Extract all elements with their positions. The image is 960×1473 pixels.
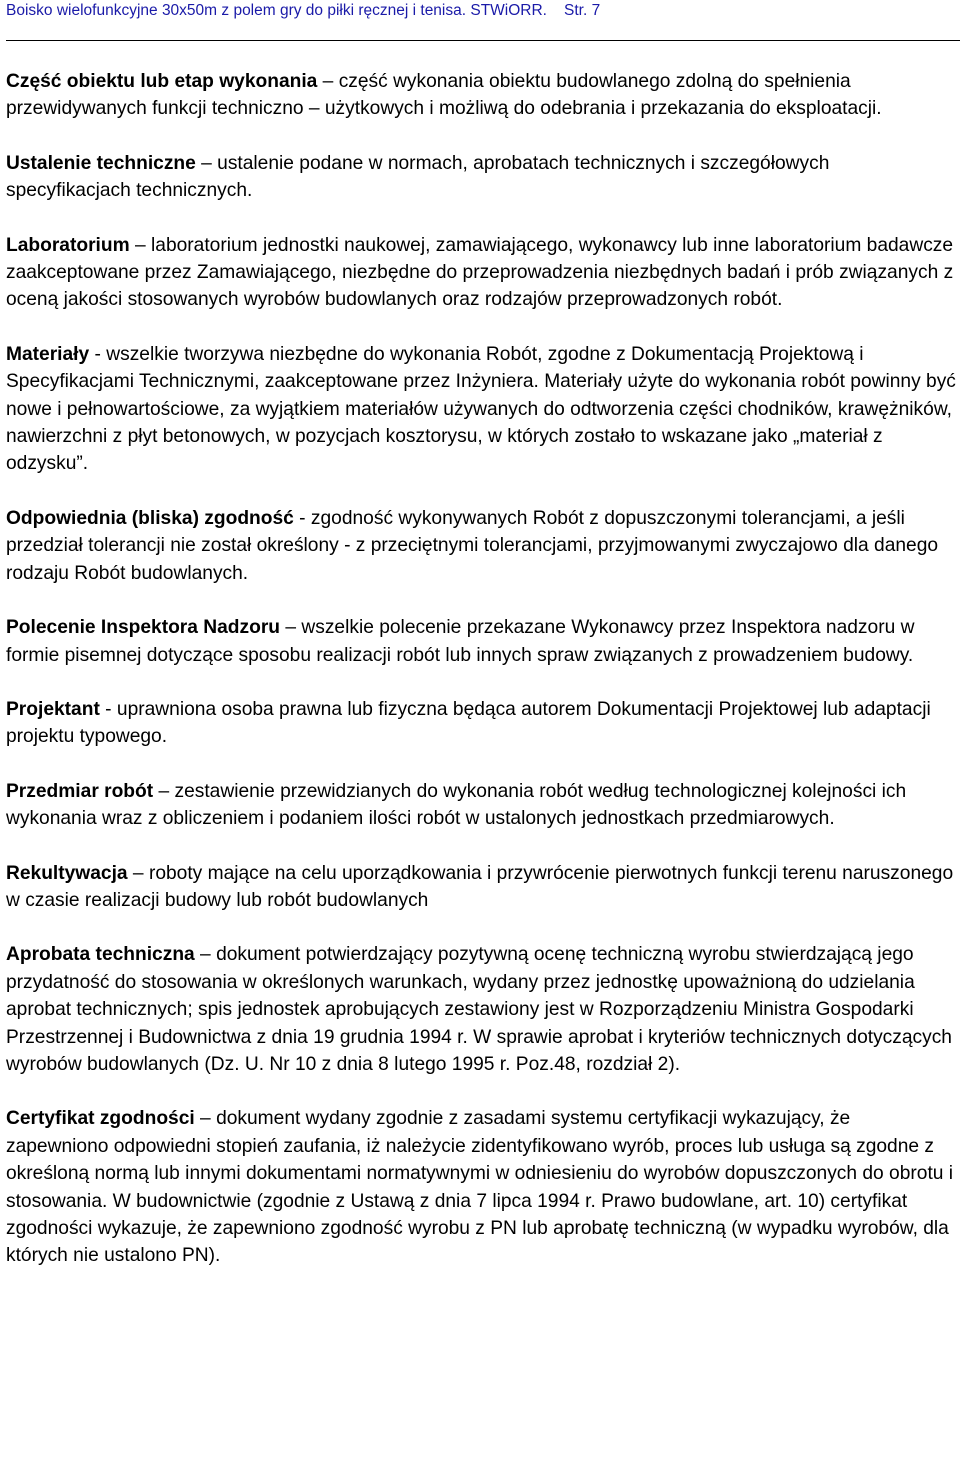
definition-paragraph <box>6 341 956 478</box>
definition-paragraph <box>6 778 956 833</box>
document-title: Boisko wielofunkcyjne 30x50m z polem gry do piłki ręcznej i tenisa. STWiORR. <box>6 2 547 19</box>
definition-text: laboratorium jednostki naukowej, zamawiającego, wykonawcy lub inne laboratorium badawcze zaakceptowane przez Zamawiającego, niezbędne do przeprowadzenia niezbędnych badań i prób związanych z oceną jakości stosowanych wyrobów budowlanych oraz rodzajów przeprowadzonych robót. <box>6 234 954 311</box>
definition-term: Aprobata techniczna <box>6 944 195 966</box>
definition-separator: – <box>194 1108 217 1130</box>
definition-paragraph <box>6 68 956 123</box>
definition-term: Odpowiednia (bliska) zgodność <box>6 507 294 529</box>
definition-term: Przedmiar robót <box>6 780 154 802</box>
definition-text: wszelkie polecenie przekazane Wykonawcy przez Inspektora nadzoru w formie pisemnej dotyczące sposobu realizacji robót lub innych spraw związanych z prowadzeniem budowy. <box>6 617 915 666</box>
definition-separator: - <box>293 507 311 529</box>
definition-text: zestawienie przewidzianych do wykonania robót według technologicznej kolejności ich wykonania wraz z obliczeniem i podaniem ilości robót w ustalonych jednostkach przedmiarowych. <box>6 780 907 830</box>
definition-text: zgodność wykonywanych Robót z dopuszczonymi tolerancjami, a jeśli przedział tolerancji nie został określony - z przeciętnymi tolerancjami, przyjmowanymi zwyczajowo dla danego rodzaju Robót budowlanych. <box>6 507 939 584</box>
definition-paragraph <box>6 232 956 314</box>
page-number: Str. 7 <box>564 2 601 19</box>
definition-paragraph <box>6 614 956 669</box>
definition-separator: – <box>153 780 175 802</box>
definition-term: Certyfikat zgodności <box>6 1108 195 1130</box>
definition-paragraph <box>6 150 956 205</box>
definition-paragraph <box>6 1105 956 1269</box>
definition-paragraph <box>6 696 956 751</box>
definition-text: dokument wydany zgodnie z zasadami systemu certyfikacji wykazujący, że zapewniono odpowiedni stopień zaufania, iż należycie zidentyfikowano wyrób, proces lub usługa są zgodne z określoną normą lub innymi dokumentami normatywnymi w odniesieniu do wyrobów dopuszczonych do obrotu i stosowania. W budownictwie (zgodnie z Ustawą z dnia 7 lipca 1994 r. Prawo budowlane, art. 10) certyfikat zgodności wykazuje, że zapewniono zgodność wyrobu z PN lub aprobatę techniczną (w wypadku wyrobów, dla których nie ustalono PN). <box>6 1108 954 1267</box>
page-header <box>6 0 960 41</box>
definition-text: dokument potwierdzający pozytywną ocenę techniczną wyrobu stwierdzającą jego przydatność do stosowania w określonych warunkach, wydany przez jednostkę upoważnioną do udzielania aprobat technicznych; spis jednostek aprobujących zestawiony jest w Rozporządzeniu Ministra Gospodarki Przestrzennej i Budownictwa z dnia 19 grudnia 1994 r. W sprawie aprobat i kryteriów technicznych dotyczących wyrobów budowlanych (Dz. U. Nr 10 z dnia 8 lutego 1995 r. Poz.48, rozdział 2). <box>6 944 952 1075</box>
definition-text: ustalenie podane w normach, aprobatach technicznych i szczegółowych specyfikacjach technicznych. <box>6 152 830 202</box>
definition-text: wszelkie tworzywa niezbędne do wykonania Robót, zgodne z Dokumentacją Projektową i Specyfikacjami Technicznymi, zaakceptowane przez Inżyniera. Materiały użyte do wykonania robót powinny być nowe i pełnowartościowe, za wyjątkiem materiałów używanych do odtworzenia części chodników, krawężników, nawierzchni z płyt betonowych, w pozycjach kosztorysu, w których zostało to wskazane jako „materiał z odzysku”. <box>6 343 956 475</box>
definition-separator: – <box>127 862 149 884</box>
definition-term: Ustalenie techniczne <box>6 152 196 174</box>
definition-text: część wykonania obiektu budowlanego zdolną do spełnienia przewidywanych funkcji techniczno – użytkowych i możliwą do odebrania i przekazania do eksploatacji. <box>6 71 882 120</box>
definition-term: Laboratorium <box>6 234 130 256</box>
definition-term: Część obiektu lub etap wykonania <box>6 71 318 92</box>
definition-term: Projektant <box>6 698 100 720</box>
definition-separator: – <box>280 617 302 639</box>
definition-text: roboty mające na celu uporządkowania i przywrócenie pierwotnych funkcji terenu naruszonego w czasie realizacji budowy lub robót budowlanych <box>6 862 954 911</box>
definition-separator: – <box>195 152 218 174</box>
definition-text: uprawniona osoba prawna lub fizyczna będąca autorem Dokumentacji Projektowej lub adaptacji projektu typowego. <box>6 698 931 748</box>
definition-paragraph <box>6 941 956 1078</box>
definitions-list <box>6 68 956 1297</box>
definition-term: Rekultywacja <box>6 862 128 884</box>
definition-separator: – <box>317 71 339 92</box>
definition-separator: – <box>129 234 152 256</box>
definition-separator: - <box>89 343 107 365</box>
definition-paragraph <box>6 860 956 915</box>
definition-separator: - <box>99 698 117 720</box>
definition-paragraph <box>6 505 956 587</box>
definition-term: Materiały <box>6 343 90 365</box>
definition-term: Polecenie Inspektora Nadzoru <box>6 617 281 639</box>
definition-separator: – <box>194 944 217 966</box>
